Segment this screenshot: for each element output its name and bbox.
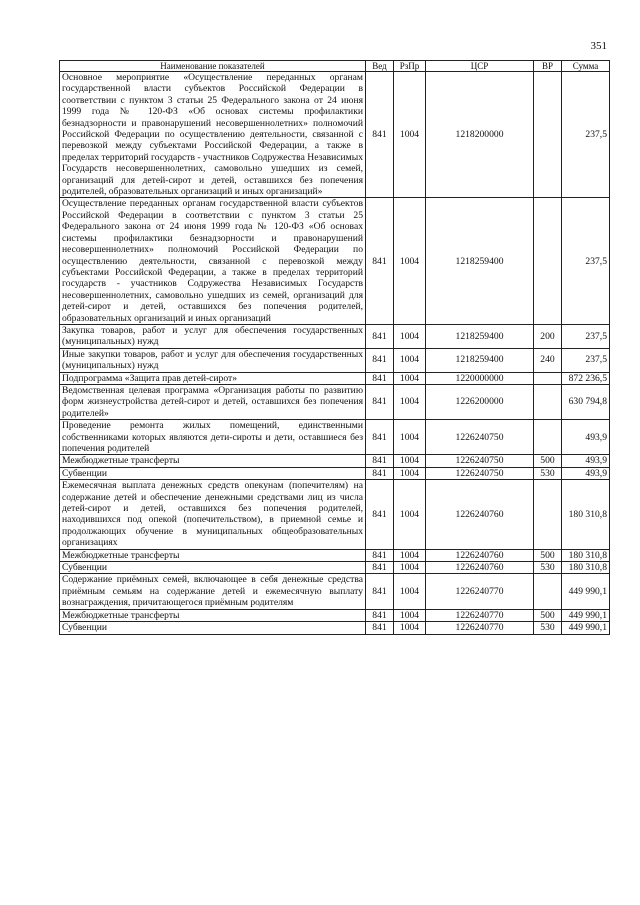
budget-table — [59, 60, 610, 635]
row-sum: 872 236,5 — [562, 372, 610, 384]
page-number: 351 — [590, 40, 607, 52]
row-sum: 493,9 — [562, 455, 610, 467]
row-vr: 200 — [534, 324, 562, 348]
row-name: Содержание приёмных семей, включающее в себя денежные средства приёмным семьям на содержание детей и ежемесячную выплату вознаграждения, причитающегося приёмным родителям — [60, 574, 366, 609]
row-name: Ведомственная целевая программа «Организация работы по развитию форм жизнеустройства детей-сирот и детей, оставшихся без попечения родителей» — [60, 384, 366, 419]
row-csr: 1220000000 — [426, 372, 534, 384]
row-vr: 500 — [534, 609, 562, 621]
row-vr — [534, 420, 562, 455]
table-row — [60, 72, 610, 198]
table-row — [60, 384, 610, 419]
row-vr: 240 — [534, 348, 562, 372]
row-csr: 1218259400 — [426, 324, 534, 348]
header-sum: Сумма — [562, 61, 610, 72]
row-csr: 1226240770 — [426, 609, 534, 621]
row-name: Межбюджетные трансферты — [60, 455, 366, 467]
row-sum: 493,9 — [562, 467, 610, 479]
row-csr: 1226240770 — [426, 622, 534, 634]
row-sum: 449 990,1 — [562, 622, 610, 634]
row-rzpr: 1004 — [394, 372, 426, 384]
row-sum: 237,5 — [562, 348, 610, 372]
row-name: Субвенции — [60, 562, 366, 574]
row-vr — [534, 384, 562, 419]
row-name: Межбюджетные трансферты — [60, 549, 366, 561]
row-name: Субвенции — [60, 467, 366, 479]
row-rzpr: 1004 — [394, 324, 426, 348]
row-name: Подпрограмма «Защита прав детей-сирот» — [60, 372, 366, 384]
header-row — [60, 61, 610, 72]
row-ved: 841 — [366, 348, 394, 372]
row-sum: 180 310,8 — [562, 480, 610, 549]
table-row — [60, 372, 610, 384]
header-name: Наименование показателей — [60, 61, 366, 72]
row-ved: 841 — [366, 574, 394, 609]
table-row — [60, 549, 610, 561]
row-vr: 530 — [534, 622, 562, 634]
row-ved: 841 — [366, 480, 394, 549]
table-body — [60, 72, 610, 635]
table-row — [60, 562, 610, 574]
row-name: Иные закупки товаров, работ и услуг для обеспечения государственных (муниципальных) нужд — [60, 348, 366, 372]
row-ved: 841 — [366, 455, 394, 467]
header-vr: ВР — [534, 61, 562, 72]
row-sum: 237,5 — [562, 324, 610, 348]
table-row — [60, 609, 610, 621]
row-csr: 1218259400 — [426, 198, 534, 324]
row-vr — [534, 198, 562, 324]
row-rzpr: 1004 — [394, 549, 426, 561]
row-rzpr: 1004 — [394, 622, 426, 634]
table-row — [60, 622, 610, 634]
row-csr: 1226240750 — [426, 467, 534, 479]
row-csr: 1226240750 — [426, 420, 534, 455]
header-ved: Вед — [366, 61, 394, 72]
row-vr — [534, 480, 562, 549]
row-ved: 841 — [366, 72, 394, 198]
row-ved: 841 — [366, 622, 394, 634]
row-sum: 237,5 — [562, 198, 610, 324]
row-ved: 841 — [366, 467, 394, 479]
row-name: Закупка товаров, работ и услуг для обеспечения государственных (муниципальных) нужд — [60, 324, 366, 348]
table-row — [60, 467, 610, 479]
row-vr — [534, 574, 562, 609]
row-vr: 530 — [534, 562, 562, 574]
row-ved: 841 — [366, 549, 394, 561]
row-csr: 1226240760 — [426, 480, 534, 549]
table-row — [60, 324, 610, 348]
row-rzpr: 1004 — [394, 348, 426, 372]
row-vr — [534, 72, 562, 198]
row-sum: 630 794,8 — [562, 384, 610, 419]
row-csr: 1226240760 — [426, 549, 534, 561]
row-ved: 841 — [366, 420, 394, 455]
table-row — [60, 574, 610, 609]
row-rzpr: 1004 — [394, 72, 426, 198]
row-csr: 1218200000 — [426, 72, 534, 198]
row-csr: 1226240750 — [426, 455, 534, 467]
row-csr: 1226200000 — [426, 384, 534, 419]
row-csr: 1226240770 — [426, 574, 534, 609]
header-rzpr: РзПр — [394, 61, 426, 72]
row-csr: 1218259400 — [426, 348, 534, 372]
row-rzpr: 1004 — [394, 384, 426, 419]
row-rzpr: 1004 — [394, 420, 426, 455]
row-name: Осуществление переданных органам государственной власти субъектов Российской Федерации в соответствии с пунктом 3 статьи 25 Федерального закона от 24 июня 1999 года № 120-ФЗ «Об основах системы профилактики безнадзорности и правонарушений несовершеннолетних» полномочий Российской Федерации по осуществлению деятельности, связанной с перевозкой между субъектами Российской Федерации, а также в пределах территорий государств - участников Содружества Независимых Государств несовершеннолетних, самовольно ушедших из семей, организаций для детей-сирот и детей, оставшихся без попечения родителей, образовательных организаций и иных организаций — [60, 198, 366, 324]
row-ved: 841 — [366, 562, 394, 574]
row-sum: 449 990,1 — [562, 609, 610, 621]
table-row — [60, 348, 610, 372]
row-vr — [534, 372, 562, 384]
row-vr: 500 — [534, 455, 562, 467]
table-row — [60, 480, 610, 549]
row-name: Основное мероприятие «Осуществление переданных органам государственной власти субъектов Российской Федерации в соответствии с пунктом 3 статьи 25 Федерального закона от 24 июня 1999 года № 120-ФЗ «Об основах системы профилактики безнадзорности и правонарушений несовершеннолетних» полномочий Российской Федерации по осуществлению деятельности, связанной с перевозкой между субъектами Российской Федерации, а также в пределах территорий государств - участников Содружества Независимых Государств несовершеннолетних, самовольно ушедших из семей, организаций для детей-сирот и детей, оставшихся без попечения родителей, образовательных организаций и иных организаций» — [60, 72, 366, 198]
table-row — [60, 455, 610, 467]
header-csr: ЦСР — [426, 61, 534, 72]
row-name: Субвенции — [60, 622, 366, 634]
row-rzpr: 1004 — [394, 467, 426, 479]
row-rzpr: 1004 — [394, 562, 426, 574]
row-ved: 841 — [366, 372, 394, 384]
row-sum: 449 990,1 — [562, 574, 610, 609]
row-sum: 180 310,8 — [562, 549, 610, 561]
row-ved: 841 — [366, 198, 394, 324]
row-ved: 841 — [366, 324, 394, 348]
table-row — [60, 420, 610, 455]
row-sum: 493,9 — [562, 420, 610, 455]
row-vr: 500 — [534, 549, 562, 561]
table-row — [60, 198, 610, 324]
row-vr: 530 — [534, 467, 562, 479]
row-name: Проведение ремонта жилых помещений, единственными собственниками которых являются дети-сироты и дети, оставшиеся без попечения родителей — [60, 420, 366, 455]
table-header — [60, 61, 610, 72]
row-csr: 1226240760 — [426, 562, 534, 574]
row-rzpr: 1004 — [394, 480, 426, 549]
row-rzpr: 1004 — [394, 574, 426, 609]
row-ved: 841 — [366, 609, 394, 621]
row-ved: 841 — [366, 384, 394, 419]
row-sum: 180 310,8 — [562, 562, 610, 574]
row-name: Межбюджетные трансферты — [60, 609, 366, 621]
row-rzpr: 1004 — [394, 455, 426, 467]
row-name: Ежемесячная выплата денежных средств опекунам (попечителям) на содержание детей и обеспечение денежными средствами лиц из числа детей-сирот и детей, оставшихся без попечения родителей, находившихся под опекой (попечительством), в приемной семье и продолжающих обучение в муниципальных общеобразовательных организациях — [60, 480, 366, 549]
row-rzpr: 1004 — [394, 609, 426, 621]
row-sum: 237,5 — [562, 72, 610, 198]
row-rzpr: 1004 — [394, 198, 426, 324]
